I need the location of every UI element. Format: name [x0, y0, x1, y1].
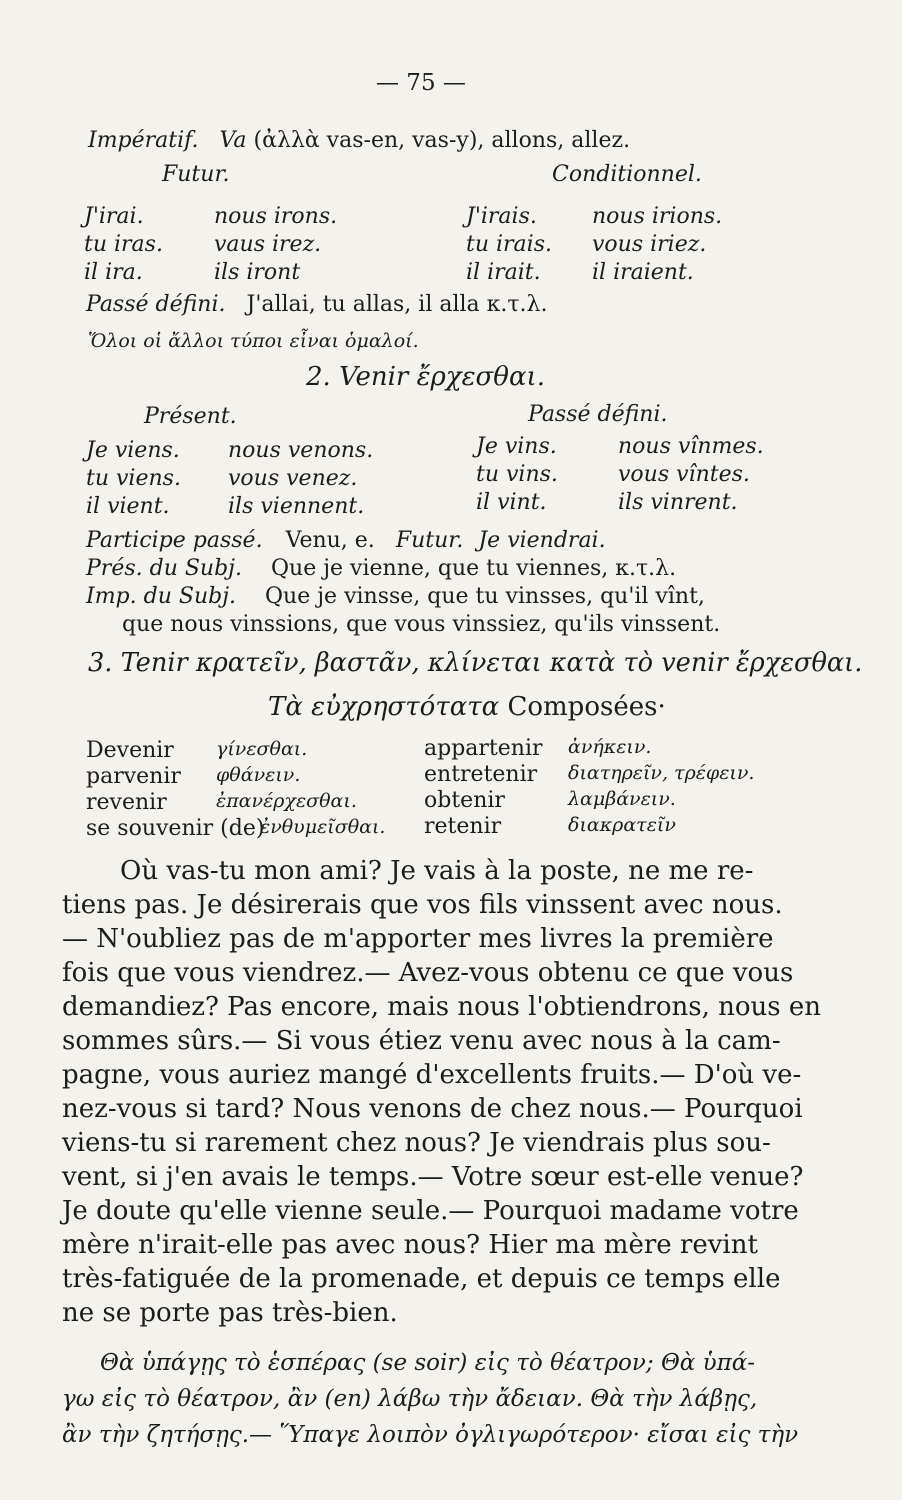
imp-subj-label: Imp. du Subj.	[86, 584, 237, 609]
futur-3: il ira.	[84, 260, 143, 285]
futur-p2: vaus irez.	[214, 232, 322, 257]
section-3-line	[88, 650, 862, 676]
section-3-title: 3. Tenir	[88, 648, 188, 678]
comp-left-2-fr: parvenir	[86, 764, 181, 789]
comp-left-4-gr: ἐνθυμεῖσθαι.	[260, 816, 386, 838]
exercise-line-2: tiens pas. Je désirerais que vos fils vinssent avec nous.	[62, 890, 783, 920]
section-3-greek-2: ἔρχεσθαι.	[735, 648, 863, 678]
comp-right-2-fr: entretenir	[424, 762, 538, 787]
futur-2: tu iras.	[84, 232, 163, 257]
imperatif-line	[88, 130, 630, 152]
participe-label: Participe passé.	[86, 528, 263, 553]
futur-heading: Futur.	[162, 162, 230, 187]
imperatif-rest: (ἀλλὰ vas-en, vas-y), allons, allez.	[253, 128, 631, 153]
cond-p3: il iraient.	[592, 260, 694, 285]
futur-p3: ils iront	[214, 260, 301, 285]
imperatif-va: Va	[219, 128, 247, 153]
futur-1: J'irai.	[84, 204, 144, 229]
greek-exercise-line-2: γω εἰς τὸ θέατρον, ἂν (en) λάβω τὴν ἄδειαν. Θὰ τὴν λάβῃς,	[62, 1386, 758, 1412]
present-p1: nous venons.	[228, 438, 374, 463]
cond-3: il irait.	[466, 260, 541, 285]
exercise-line-7: pagne, vous auriez mangé d'excellents fruits.— D'où ve-	[62, 1060, 802, 1090]
exercise-line-14: ne se porte pas très-bien.	[62, 1298, 398, 1328]
comp-right-1-gr: ἀνήκειν.	[568, 736, 652, 758]
comp-left-1-gr: γίνεσθαι.	[216, 738, 308, 760]
futur-p1: nous irons.	[214, 204, 338, 229]
greek-note: Ὅλοι οἱ ἄλλοι τύποι εἶναι ὁμαλοί.	[88, 330, 419, 352]
section-2-greek: ἔρχεσθαι.	[416, 362, 545, 392]
cond-1: J'irais.	[466, 204, 537, 229]
participe-text: Venu, e.	[285, 528, 375, 553]
comp-right-2-gr: διατηρεῖν, τρέφειν.	[568, 762, 755, 784]
present-2: tu viens.	[86, 466, 181, 491]
comp-left-3-fr: revenir	[86, 790, 167, 815]
pres-subj-text: Que je vienne, que tu viennes, κ.τ.λ.	[271, 556, 677, 581]
cond-2: tu irais.	[466, 232, 552, 257]
exercise-line-13: très-fatiguée de la promenade, et depuis ce temps elle	[62, 1264, 781, 1294]
exercise-line-5: demandiez? Pas encore, mais nous l'obtiendrons, nous en	[62, 992, 822, 1022]
passe-p2: vous vîntes.	[618, 462, 750, 487]
composees-greek: Τὰ εὐχρηστότατα	[268, 692, 500, 722]
section-2-verb: 2. Venir	[306, 362, 409, 392]
passe-2: tu vins.	[476, 462, 558, 487]
comp-right-4-gr: διακρατεῖν	[568, 814, 676, 836]
exercise-line-11: Je doute qu'elle vienne seule.— Pourquoi madame votre	[62, 1196, 799, 1226]
cond-p1: nous irions.	[592, 204, 723, 229]
present-3: il vient.	[86, 494, 170, 519]
present-heading: Présent.	[144, 404, 237, 429]
passe-defini-1-text: J'allai, tu allas, il alla κ.τ.λ.	[246, 292, 548, 317]
imp-subj-continuation: que nous vinssions, que vous vinssiez, qu'ils vinssent.	[122, 612, 721, 637]
section-2-title	[306, 364, 545, 390]
page-number: — 75 —	[376, 70, 466, 96]
imp-subj-text: Que je vinsse, que tu vinsses, qu'il vînt,	[265, 584, 705, 609]
imp-subj-line	[86, 586, 705, 608]
exercise-line-4: fois que vous viendrez.— Avez-vous obtenu ce que vous	[62, 958, 794, 988]
exercise-line-8: nez-vous si tard? Nous venons de chez nous.— Pourquoi	[62, 1094, 803, 1124]
greek-exercise-line-3: ἂν τὴν ζητήσῃς.— Ὕπαγε λοιπὸν ὀγλιγωρότερον· εἴσαι εἰς τὴν	[62, 1422, 799, 1448]
section-3-venir: venir	[661, 648, 728, 678]
passe-defini-1-label: Passé défini.	[86, 292, 226, 317]
exercise-line-6: sommes sûrs.— Si vous étiez venu avec nous à la cam-	[62, 1026, 781, 1056]
passe-p1: nous vînmes.	[618, 434, 764, 459]
exercise-line-9: viens-tu si rarement chez nous? Je viendrais plus sou-	[62, 1128, 771, 1158]
imperatif-label: Impératif.	[88, 128, 199, 153]
comp-left-3-gr: ἐπανέρχεσθαι.	[216, 790, 357, 812]
comp-right-3-fr: obtenir	[424, 788, 505, 813]
comp-left-4-fr: se souvenir (de)	[86, 816, 265, 841]
composees-heading	[268, 694, 666, 720]
exercise-line-1: Où vas-tu mon ami? Je vais à la poste, ne me re-	[120, 856, 754, 886]
comp-right-4-fr: retenir	[424, 814, 502, 839]
exercise-line-10: vent, si j'en avais le temps.— Votre sœur est-elle venue?	[62, 1162, 804, 1192]
passe-3: il vint.	[476, 490, 547, 515]
present-p2: vous venez.	[228, 466, 358, 491]
greek-exercise-line-1: Θὰ ὑπάγῃς τὸ ἑσπέρας (se soir) εἰς τὸ θέατρον; Θὰ ὑπά-	[100, 1350, 756, 1376]
passe-defini-1-line	[86, 294, 548, 316]
exercise-line-3: — N'oubliez pas de m'apporter mes livres la première	[62, 924, 774, 954]
passe-defini-heading: Passé défini.	[528, 402, 668, 427]
section-3-greek: κρατεῖν, βαστᾶν, κλίνεται κατὰ τὸ	[195, 648, 654, 678]
passe-1: Je vins.	[476, 434, 557, 459]
pres-subj-label: Prés. du Subj.	[86, 556, 242, 581]
cond-p2: vous iriez.	[592, 232, 707, 257]
participe-futur-text: Je viendrai.	[478, 528, 606, 553]
passe-p3: ils vinrent.	[618, 490, 738, 515]
pres-subj-line	[86, 558, 676, 580]
comp-right-1-fr: appartenir	[424, 736, 543, 761]
comp-left-1-fr: Devenir	[86, 738, 174, 763]
participe-line	[86, 530, 606, 552]
comp-left-2-gr: φθάνειν.	[216, 764, 301, 786]
present-p3: ils viennent.	[228, 494, 365, 519]
present-1: Je viens.	[86, 438, 180, 463]
participe-futur-label: Futur.	[395, 528, 464, 553]
exercise-line-12: mère n'irait-elle pas avec nous? Hier ma mère revint	[62, 1230, 758, 1260]
composees-text: Composées·	[507, 692, 666, 722]
conditionnel-heading: Conditionnel.	[552, 162, 702, 187]
comp-right-3-gr: λαμβάνειν.	[568, 788, 676, 810]
